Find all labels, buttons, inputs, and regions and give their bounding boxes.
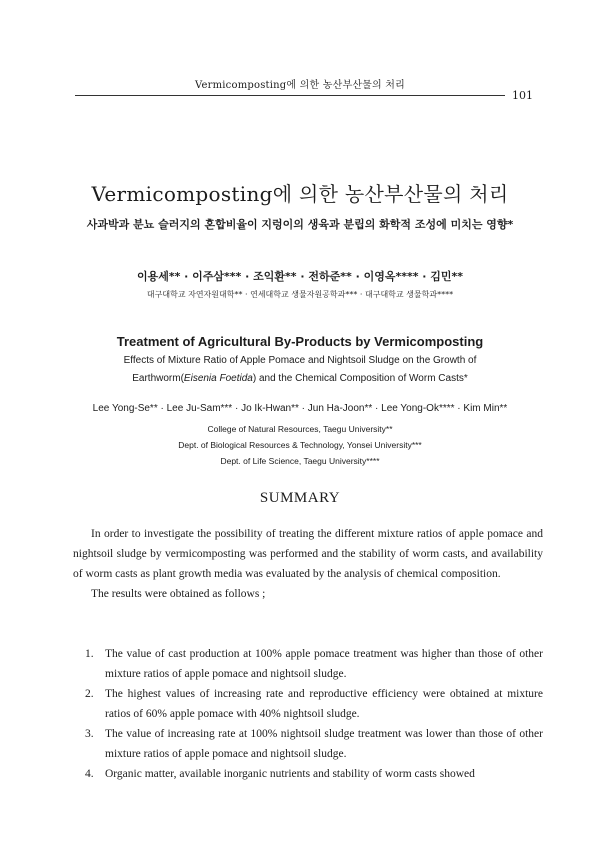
result-text: The value of increasing rate at 100% nightsoil sludge treatment was lower than those of other mixture ratios of apple pomace and nightsoil sludge. <box>105 728 543 760</box>
english-affiliations <box>0 421 600 469</box>
summary-paragraph: In order to investigate the possibility of treating the different mixture ratios of apple pomace and nightsoil sludge by vermicomposting was performed and the stability of worm casts, and availability of worm casts as plant growth media was evaluated by the analysis of chemical composition. <box>73 528 543 580</box>
results-intro: The results were obtained as follows ; <box>91 588 266 600</box>
result-number: 1. <box>85 648 94 660</box>
result-item <box>73 724 543 764</box>
header-rule <box>75 95 505 96</box>
korean-affiliations: 대구대학교 자연자원대학** · 연세대학교 생물자원공학과*** · 대구대학교 생물학과**** <box>146 290 454 299</box>
english-subtitle-line-1: Effects of Mixture Ratio of Apple Pomace and Nightsoil Sludge on the Growth of <box>123 355 477 366</box>
result-item <box>73 684 543 724</box>
affiliation-3: Dept. of Life Science, Taegu University**** <box>220 456 380 466</box>
result-number: 2. <box>85 688 94 700</box>
english-subtitle-line-2 <box>0 370 600 388</box>
korean-title: Vermicomposting에 의한 농산부산물의 처리 <box>91 182 509 206</box>
affiliation-1: College of Natural Resources, Taegu University** <box>207 424 393 434</box>
english-title: Treatment of Agricultural By-Products by Vermicomposting <box>116 334 484 349</box>
english-authors: Lee Yong-Se** · Lee Ju-Sam*** · Jo Ik-Hwan** · Jun Ha-Joon** · Lee Yong-Ok**** · Kim Min** <box>92 403 508 414</box>
affiliation-2: Dept. of Biological Resources & Technology, Yonsei University*** <box>178 440 422 450</box>
result-text: The value of cast production at 100% apple pomace treatment was higher than those of other mixture ratios of apple pomace and nightsoil sludge. <box>105 648 543 680</box>
subtitle-prefix: Earthworm( <box>132 373 184 384</box>
result-number: 3. <box>85 728 94 740</box>
english-subtitle <box>0 352 600 388</box>
summary-heading: SUMMARY <box>259 490 341 506</box>
result-item <box>73 644 543 684</box>
subtitle-suffix: ) and the Chemical Composition of Worm Casts* <box>252 373 468 384</box>
summary-body <box>73 524 543 604</box>
result-text: Organic matter, available inorganic nutrients and stability of worm casts showed <box>105 768 475 780</box>
korean-subtitle: 사과박과 분뇨 슬러지의 혼합비율이 지렁이의 생육과 분립의 화학적 조성에 미치는 영향* <box>86 218 514 231</box>
result-number: 4. <box>85 768 94 780</box>
page-number: 101 <box>512 89 533 102</box>
running-head: Vermicomposting에 의한 농산부산물의 처리 <box>195 80 405 91</box>
result-text: The highest values of increasing rate and reproductive efficiency were obtained at mixture ratios of 60% apple pomace with 40% nightsoil sludge. <box>105 688 543 720</box>
results-list <box>73 644 543 784</box>
korean-authors: 이용세** · 이주삼*** · 조익환** · 전하준** · 이영옥**** · 김민** <box>136 270 464 283</box>
species-name: Eisenia Foetida <box>183 373 253 384</box>
result-item <box>73 764 543 784</box>
